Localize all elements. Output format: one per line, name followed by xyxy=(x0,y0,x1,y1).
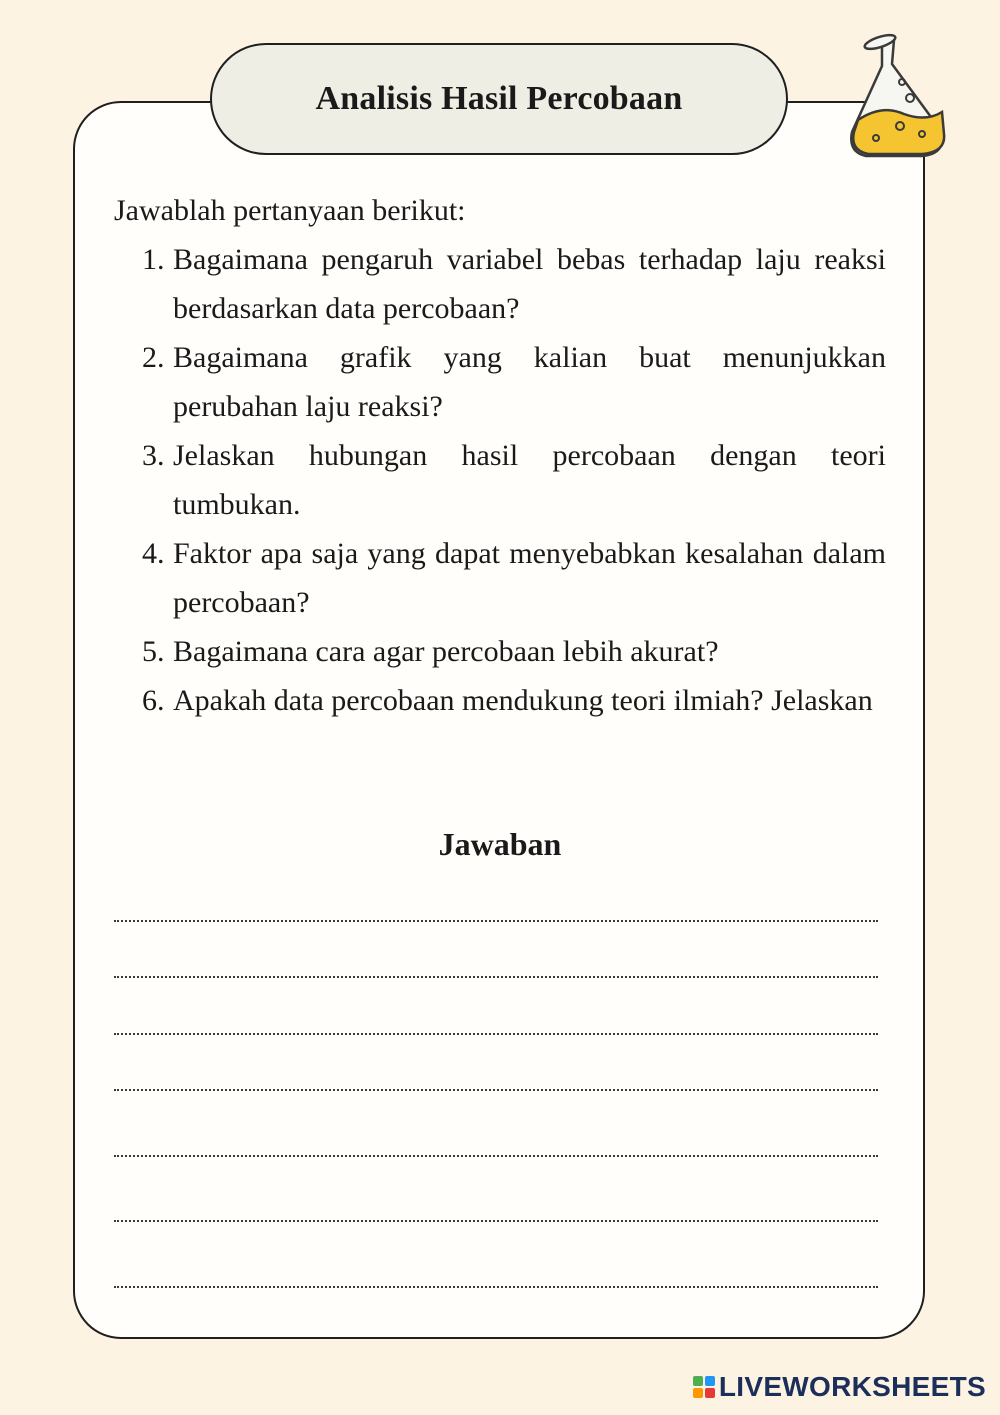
page-title: Analisis Hasil Percobaan xyxy=(315,80,683,117)
question-text: Bagaimana pengaruh variabel bebas terhadap laju reaksi berdasarkan data percobaan? xyxy=(173,243,886,325)
question-number: 6. xyxy=(142,684,165,717)
question-item xyxy=(114,627,886,676)
question-text: Bagaimana grafik yang kalian buat menunjukkan perubahan laju reaksi? xyxy=(173,341,886,423)
question-text: Faktor apa saja yang dapat menyebabkan kesalahan dalam percobaan? xyxy=(173,537,886,619)
question-item xyxy=(114,529,886,627)
title-banner xyxy=(210,43,788,155)
answer-line[interactable] xyxy=(114,1033,878,1035)
flask-icon xyxy=(842,28,962,168)
answer-line[interactable] xyxy=(114,1286,878,1288)
question-number: 5. xyxy=(142,635,165,668)
question-text: Bagaimana cara agar percobaan lebih akurat? xyxy=(173,635,719,668)
answer-line[interactable] xyxy=(114,1220,878,1222)
answer-line[interactable] xyxy=(114,976,878,978)
question-item xyxy=(114,431,886,529)
question-number: 3. xyxy=(142,439,165,472)
question-item xyxy=(114,333,886,431)
question-number: 4. xyxy=(142,537,165,570)
question-number: 1. xyxy=(142,243,165,276)
question-list xyxy=(114,235,886,725)
answer-heading: Jawaban xyxy=(438,826,562,862)
question-item xyxy=(114,235,886,333)
answer-line[interactable] xyxy=(114,1155,878,1157)
answer-line[interactable] xyxy=(114,920,878,922)
brand-footer xyxy=(693,1371,986,1403)
brand-text: LIVEWORKSHEETS xyxy=(718,1371,986,1402)
liveworksheets-logo-icon xyxy=(693,1376,715,1398)
question-text: Jelaskan hubungan hasil percobaan dengan teori tumbukan. xyxy=(173,439,886,521)
question-section xyxy=(114,186,886,725)
question-item xyxy=(114,676,886,725)
answer-line[interactable] xyxy=(114,1089,878,1091)
question-number: 2. xyxy=(142,341,165,374)
question-text: Apakah data percobaan mendukung teori ilmiah? Jelaskan xyxy=(173,684,873,717)
instructions: Jawablah pertanyaan berikut: xyxy=(114,194,466,227)
